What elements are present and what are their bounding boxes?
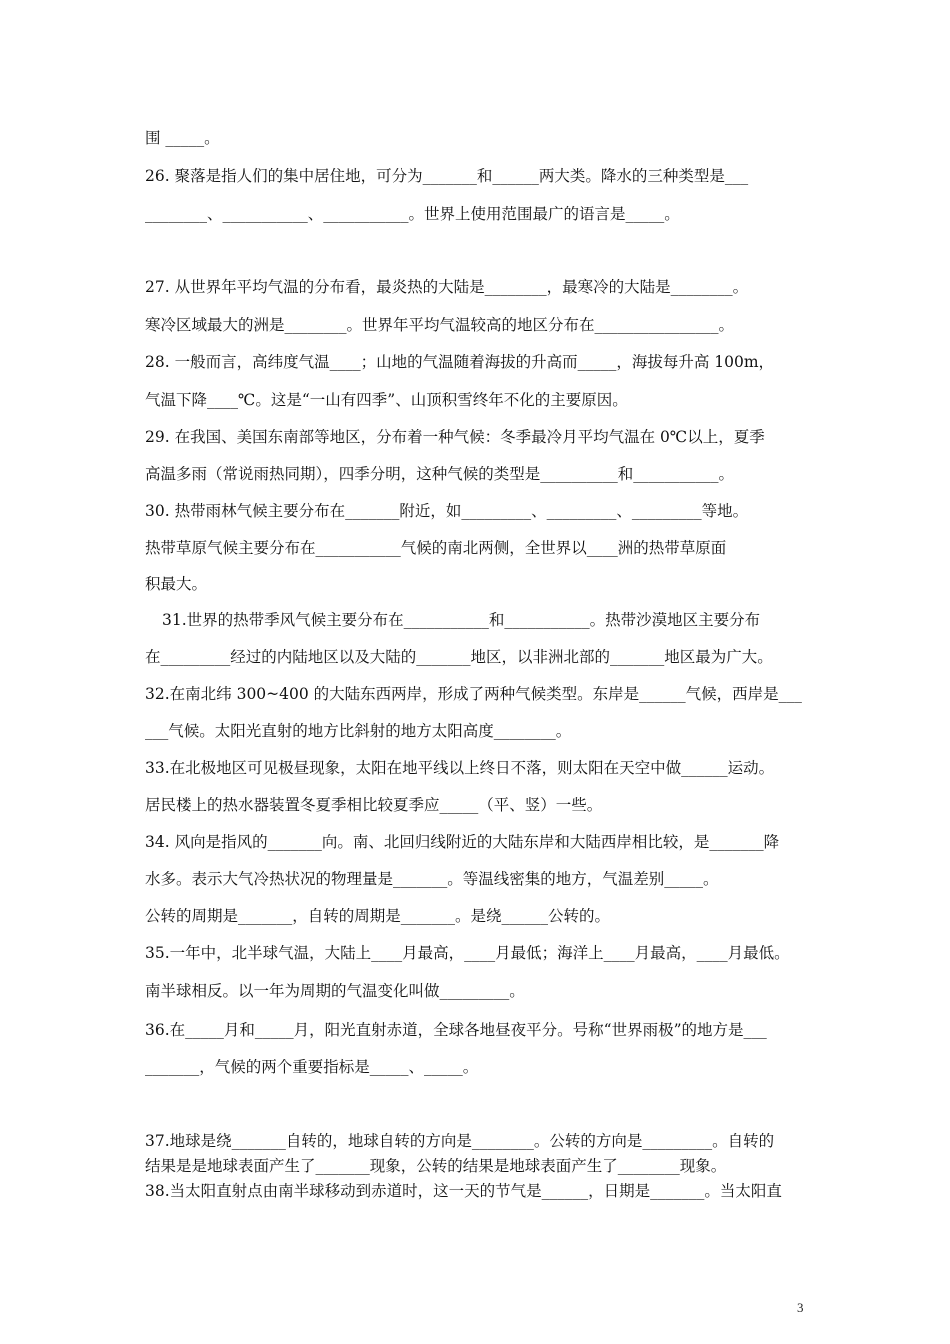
text-line: 水多。表示大气冷热状况的物理量是_______。等温线密集的地方，气温差别_____。 [145, 870, 719, 888]
text-line: 33.在北极地区可见极昼现象，太阳在地平线以上终日不落，则太阳在天空中做______运动。 [145, 759, 775, 777]
text-line: 高温多雨（常说雨热同期），四季分明，这种气候的类型是__________和___________。 [145, 465, 735, 483]
text-line: 积最大。 [145, 575, 208, 593]
text-line: 公转的周期是_______，自转的周期是_______。是绕______公转的。 [145, 907, 611, 925]
text-line: 南半球相反。以一年为周期的气温变化叫做_________。 [145, 982, 525, 1000]
text-line: 结果是是地球表面产生了_______现象，公转的结果是地球表面产生了________现象。 [145, 1157, 727, 1175]
text-line: 寒冷区域最大的洲是________。世界年平均气温较高的地区分布在________________。 [145, 316, 735, 334]
text-line: 居民楼上的热水器装置冬夏季相比较夏季应_____（平、竖）一些。 [145, 796, 603, 814]
text-line: 26. 聚落是指人们的集中居住地，可分为_______和______两大类。降水的三种类型是___ [145, 167, 749, 185]
text-line: 30. 热带雨林气候主要分布在_______附近，如_________、_________、_________等地。 [145, 502, 749, 520]
page-number: 3 [797, 1300, 804, 1315]
text-line: 围 _____。 [145, 129, 220, 147]
text-line: ___气候。太阳光直射的地方比斜射的地方太阳高度________。 [145, 722, 572, 740]
text-line: 34. 风向是指风的_______向。南、北回归线附近的大陆东岸和大陆西岸相比较，是_______降 [145, 833, 780, 851]
text-line: 35.一年中，北半球气温，大陆上____月最高，____月最低；海洋上____月最高，____月最低。 [145, 944, 790, 962]
text-line: 28. 一般而言，高纬度气温____；山地的气温随着海拔的升高而_____，海拔每升高 100m， [145, 353, 775, 371]
text-line: 31.世界的热带季风气候主要分布在___________和___________。热带沙漠地区主要分布 [162, 611, 761, 629]
text-line: 气温下降____℃。这是“一山有四季”、山顶积雪终年不化的主要原因。 [145, 391, 628, 409]
text-line: 37.地球是绕_______自转的，地球自转的方向是________。公转的方向是_________。自转的 [145, 1132, 775, 1150]
text-line: 在_________经过的内陆地区以及大陆的_______地区，以非洲北部的_______地区最为广大。 [145, 648, 773, 666]
text-line: 27. 从世界年平均气温的分布看，最炎热的大陆是________，最寒冷的大陆是________。 [145, 278, 749, 296]
text-line: ________、___________、___________。世界上使用范围最广的语言是_____。 [145, 205, 680, 223]
text-line: 38.当太阳直射点由南半球移动到赤道时，这一天的节气是______，日期是_______。当太阳直 [145, 1182, 782, 1200]
text-line: 36.在_____月和_____月，阳光直射赤道，全球各地昼夜平分。号称“世界雨极”的地方是___ [145, 1021, 767, 1039]
text-line: 29. 在我国、美国东南部等地区，分布着一种气候：冬季最冷月平均气温在 0℃以上，夏季 [145, 428, 765, 446]
text-line: 32.在南北纬 300~400 的大陆东西两岸，形成了两种气候类型。东岸是______气候，西岸是___ [145, 685, 802, 703]
text-line: _______，气候的两个重要指标是_____、_____。 [145, 1058, 479, 1076]
text-line: 热带草原气候主要分布在___________气候的南北两侧，全世界以____洲的热带草原面 [145, 539, 727, 557]
